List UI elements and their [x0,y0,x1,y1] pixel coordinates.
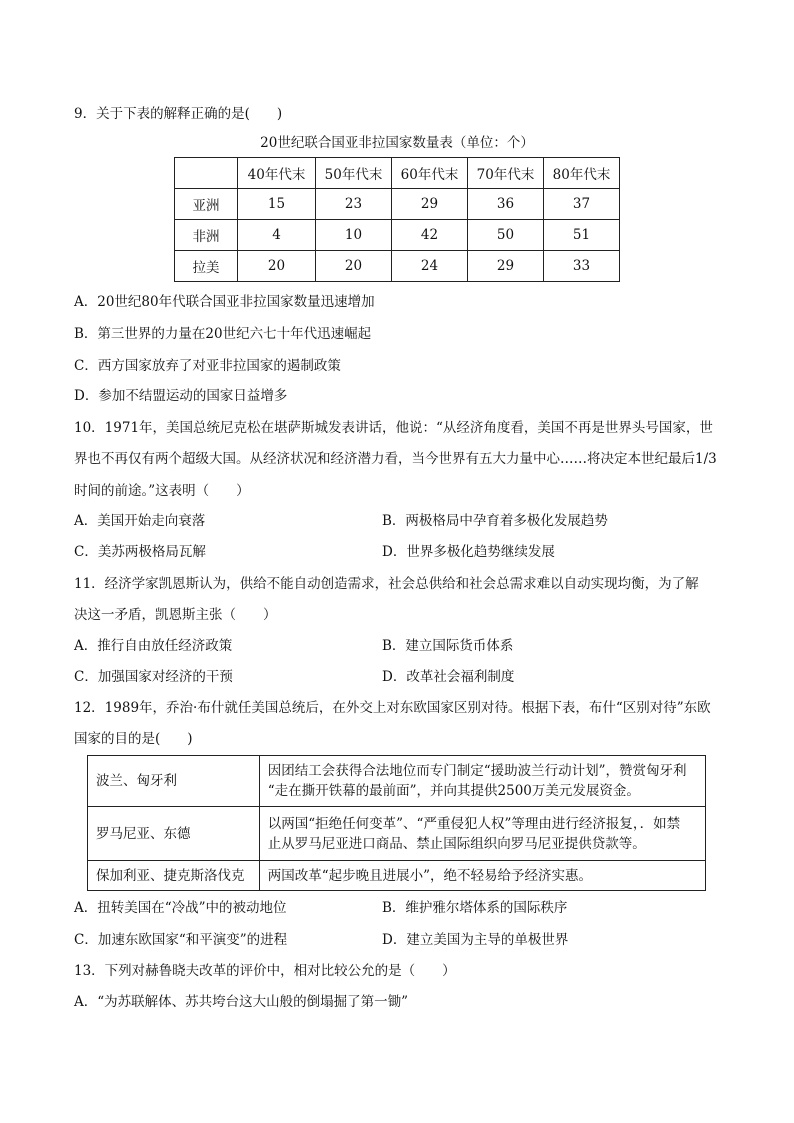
table-cell-country: 保加利亚、捷克斯洛伐克 [88,861,260,891]
q12-stem-line1: 12．1989年，乔治·布什就任美国总统后，在外交上对东欧国家区别对待。根据下表，布什“区别对待”东欧 [74,700,711,716]
table-cell: 29 [392,189,468,220]
table-row [175,251,620,282]
policy-text-line: “走在撕开铁幕的最前面”，并向其提供2500万美元发展资金。 [267,783,640,799]
table-row [175,220,620,251]
q13-stem: 13．下列对赫鲁晓夫改革的评价中，相对比较公允的是（ ） [74,963,456,979]
table-cell: 20 [238,251,316,282]
table-header-cell: 70年代末 [468,158,544,189]
table-row [88,756,706,807]
q9-data-table [174,157,620,282]
table-cell: 亚洲 [175,189,238,220]
table-cell: 29 [468,251,544,282]
table-cell: 非洲 [175,220,238,251]
q12-option-c[interactable]: C．加速东欧国家“和平演变”的进程 [74,932,288,948]
q10-option-d[interactable]: D．世界多极化趋势继续发展 [382,544,555,560]
q11-option-d[interactable]: D．改革社会福利制度 [382,669,515,685]
table-cell: 33 [544,251,620,282]
q11-option-c[interactable]: C．加强国家对经济的干预 [74,669,233,685]
q10-option-c[interactable]: C．美苏两极格局瓦解 [74,544,206,560]
table-header-cell: 50年代末 [316,158,392,189]
table-cell: 23 [316,189,392,220]
q12-policy-table [87,755,706,891]
table-cell: 10 [316,220,392,251]
table-cell: 15 [238,189,316,220]
q10-stem-line2: 界也不再仅有两个超级大国。从经济状况和经济潜力看，当今世界有五大力量中心……将决定本世纪最后1/3 [74,451,717,467]
q9-stem: 9．关于下表的解释正确的是( ) [74,106,283,122]
table-cell-policy [259,861,705,891]
q12-option-b[interactable]: B．维护雅尔塔体系的国际秩序 [382,900,568,916]
table-row [175,189,620,220]
q9-table-title: 20世纪联合国亚非拉国家数量表（单位：个） [260,135,534,151]
q10-option-a[interactable]: A．美国开始走向衰落 [74,513,206,529]
table-header-cell [175,158,238,189]
table-cell-policy [259,756,705,807]
q12-option-a[interactable]: A．扭转美国在“冷战”中的被动地位 [74,900,287,916]
table-cell: 4 [238,220,316,251]
policy-text-line: 因团结工会获得合法地位而专门制定“援助波兰行动计划”，赞赏匈牙利 [267,763,687,779]
table-row [88,861,706,891]
table-cell: 36 [468,189,544,220]
table-cell: 20 [316,251,392,282]
table-row [88,807,706,861]
policy-text-line: 止从罗马尼亚进口商品、禁止国际组织向罗马尼亚提供贷款等。 [267,835,646,852]
table-cell-country: 波兰、匈牙利 [88,756,260,807]
table-cell: 42 [392,220,468,251]
table-cell: 51 [544,220,620,251]
q11-stem-line2: 决这一矛盾，凯恩斯主张（ ） [74,607,277,623]
q10-stem-line1: 10．1971年，美国总统尼克松在堪萨斯城发表讲话，他说：“从经济角度看，美国不再是世界头号国家，世 [74,420,713,436]
q11-option-b[interactable]: B．建立国际货币体系 [382,638,514,654]
q12-option-d[interactable]: D．建立美国为主导的单极世界 [382,932,569,948]
q12-stem-line2: 国家的目的是( ) [74,731,193,747]
table-header-cell: 60年代末 [392,158,468,189]
table-cell: 24 [392,251,468,282]
q9-option-b[interactable]: B．第三世界的力量在20世纪六七十年代迅速崛起 [74,326,372,342]
policy-text-line: 以两国“拒绝任何变革”、“严重侵犯人权”等理由进行经济报复，．如禁 [267,815,681,832]
q9-option-c[interactable]: C．西方国家放弃了对亚非拉国家的遏制政策 [74,358,341,374]
table-cell-policy [259,807,705,861]
table-header-cell: 40年代末 [238,158,316,189]
q11-option-a[interactable]: A．推行自由放任经济政策 [74,638,233,654]
table-header-cell: 80年代末 [544,158,620,189]
table-cell: 拉美 [175,251,238,282]
q10-option-b[interactable]: B．两极格局中孕育着多极化发展趋势 [382,513,608,529]
table-cell: 50 [468,220,544,251]
q9-option-a[interactable]: A．20世纪80年代联合国亚非拉国家数量迅速增加 [74,294,375,310]
q11-stem-line1: 11．经济学家凯恩斯认为，供给不能自动创造需求，社会总供给和社会总需求难以自动实现均衡，为了解 [74,576,699,592]
table-cell-country: 罗马尼亚、东德 [88,807,260,861]
policy-text-line: 两国改革“起步晚且进展小”，绝不轻易给予经济实惠。 [267,867,593,884]
table-cell: 37 [544,189,620,220]
q9-option-d[interactable]: D．参加不结盟运动的国家日益增多 [74,388,288,404]
q13-option-a[interactable]: A．“为苏联解体、苏共垮台这大山般的倒塌掘了第一锄” [74,994,409,1010]
q10-stem-line3: 时间的前途。”这表明（ ） [74,483,250,499]
table-header-row [175,158,620,189]
